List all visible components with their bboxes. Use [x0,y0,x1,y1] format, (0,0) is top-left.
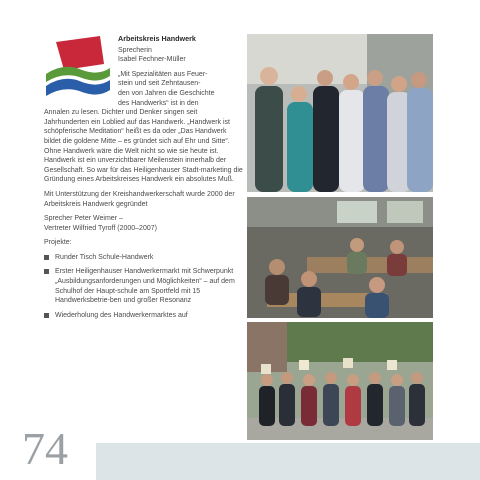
students-photo [247,322,433,440]
founding-text: Mit Unterstützung der Kreishandwerkerschaft wurde 2000 der Arbeitskreis Handwerk gegründet [44,190,235,208]
quote-body: Annalen zu lesen. Dichter und Denker singen seit Jahrhunderten ein Loblied auf das Handwerk. „Handwerk ist schöpferische Meditation“ heißt es da oder „Das Handwerk bildet die goldene Mitte – es gründet sich auf Ehr und Sitte“. Ohne Handwerk wäre die Welt nicht so wie sie heute ist. Handwerk ist ein unverzichtbarer Meilenstein innerhalb der Gesellschaft. So war für das Heiligenhauser Stadt-marketing die Gründung eines Arbeitskreises Handwerk ein absolutes Muß. [44,109,243,184]
header-block [118,34,244,108]
bullet-square-icon [44,269,49,274]
list-item: Wiederholung des Handwerkermarktes auf [44,311,244,321]
group-photo [247,34,433,192]
projects-heading: Projekte: [44,239,72,247]
projects-list [44,253,244,321]
former-speaker: Sprecher Peter Weimer – [44,215,123,223]
text-column [44,34,244,325]
quote-line-2: stein und seit Zehntausen- [118,80,201,88]
bullet-square-icon [44,255,49,260]
bullet-square-icon [44,313,49,318]
workshop-photo [247,197,433,318]
quote-line-1: „Mit Spezialitäten aus Feuer- [118,70,208,78]
speaker-name: Isabel Fechner-Müller [118,56,186,64]
list-item: Erster Heiligenhauser Handwerkermarkt mit Schwerpunkt „Ausbildungsanforderungen und Möglichkeiten“ – auf dem Schulhof der Haupt-schule am Sportfeld mit 15 Handwerksbetrie-ben und großer Resonanz [44,267,244,305]
section-title: Arbeitskreis Handwerk [118,34,196,43]
former-deputy: Vertreter Wilfried Tyroff (2000–2007) [44,224,157,232]
footer-band [96,443,480,480]
page-number: 74 [22,423,68,474]
quote-line-4: des Handwerks“ ist in den [118,99,199,107]
speaker-role: Sprecherin [118,46,152,54]
quote-line-3: den von Jahren die Geschichte [118,89,215,97]
list-item: Runder Tisch Schule-Handwerk [44,253,244,263]
